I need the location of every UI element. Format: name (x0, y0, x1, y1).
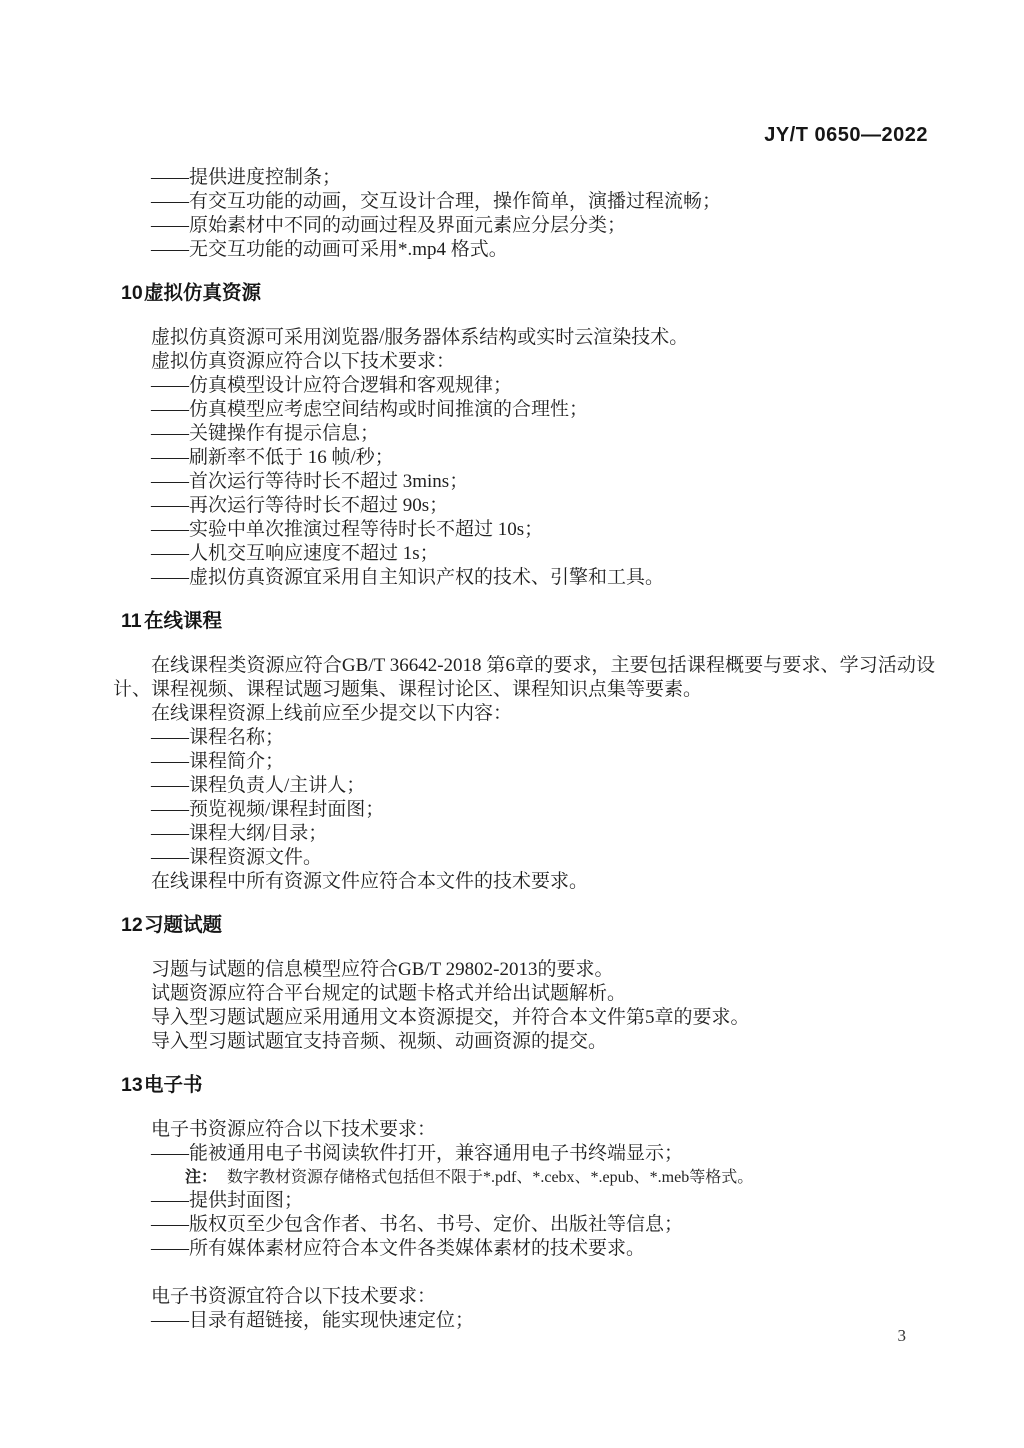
dash-list-item: ——所有媒体素材应符合本文件各类媒体素材的技术要求。 (151, 1238, 646, 1259)
section-heading-13 (113, 1072, 935, 1098)
dash-list-item: ——目录有超链接，能实现快速定位； (151, 1310, 475, 1331)
dash-list-item: ——课程负责人/主讲人； (151, 775, 366, 796)
dash-list-item: ——版权页至少包含作者、书名、书号、定价、出版社等信息； (151, 1214, 684, 1235)
page-number: 3 (897, 1326, 906, 1345)
dash-list-item: ——无交互功能的动画可采用*.mp4 格式。 (151, 239, 508, 260)
paragraph: 在线课程类资源应符合GB/T 36642-2018 第6章的要求，主要包括课程概要与要求、学习活动设计、课程视频、课程试题习题集、课程讨论区、课程知识点集等要素。 (113, 655, 935, 700)
dash-list-item: ——虚拟仿真资源宜采用自主知识产权的技术、引擎和工具。 (151, 567, 665, 588)
dash-list-item: ——有交互功能的动画，交互设计合理，操作简单，演播过程流畅； (151, 191, 722, 212)
section-number: 11 (121, 610, 142, 632)
dash-list-item: ——提供进度控制条； (151, 167, 342, 188)
dash-list-item: ——首次运行等待时长不超过 3mins； (151, 471, 469, 492)
paragraph: 在线课程中所有资源文件应符合本文件的技术要求。 (151, 871, 589, 892)
dash-list-item: ——人机交互响应速度不超过 1s； (151, 543, 439, 564)
paragraph: 导入型习题试题宜支持音频、视频、动画资源的提交。 (151, 1031, 608, 1052)
dash-list-item: ——仿真模型应考虑空间结构或时间推演的合理性； (151, 399, 589, 420)
paragraph: 试题资源应符合平台规定的试题卡格式并给出试题解析。 (151, 983, 627, 1004)
note-label: 注： (185, 1169, 218, 1186)
paragraph: 电子书资源宜符合以下技术要求： (151, 1286, 437, 1307)
section-title: 虚拟仿真资源 (144, 282, 262, 304)
dash-list-item: ——预览视频/课程封面图； (151, 799, 385, 820)
dash-list-item: ——提供封面图； (151, 1190, 304, 1211)
section-heading-11 (113, 608, 935, 634)
dash-list-item: ——再次运行等待时长不超过 90s； (151, 495, 449, 516)
dash-list-item: ——课程名称； (151, 727, 285, 748)
doc-body (113, 166, 935, 1333)
dash-list-item: ——仿真模型设计应符合逻辑和客观规律； (151, 375, 513, 396)
section-number: 12 (121, 914, 143, 936)
dash-list-item: ——刷新率不低于 16 帧/秒； (151, 447, 394, 468)
note-line (113, 1166, 935, 1189)
dash-list-item: ——原始素材中不同的动画过程及界面元素应分层分类； (151, 215, 627, 236)
dash-list-item: ——课程资源文件。 (151, 847, 323, 868)
dash-list-item: ——关键操作有提示信息； (151, 423, 380, 444)
paragraph: 电子书资源应符合以下技术要求： (151, 1119, 437, 1140)
paragraph: 导入型习题试题应采用通用文本资源提交，并符合本文件第5章的要求。 (151, 1007, 750, 1028)
note-text: 数字教材资源存储格式包括但不限于*.pdf、*.cebx、*.epub、*.meb等格式。 (227, 1169, 754, 1186)
section-title: 在线课程 (144, 610, 223, 632)
paragraph: 虚拟仿真资源应符合以下技术要求： (151, 351, 456, 372)
doc-number-header: JY/T 0650—2022 (764, 124, 928, 146)
blank-line (113, 1261, 935, 1285)
paragraph: 虚拟仿真资源可采用浏览器/服务器体系结构或实时云渲染技术。 (151, 327, 689, 348)
section-title: 电子书 (144, 1074, 203, 1096)
paragraph: 在线课程资源上线前应至少提交以下内容： (151, 703, 513, 724)
dash-list-item: ——课程大纲/目录； (151, 823, 328, 844)
section-title: 习题试题 (144, 914, 223, 936)
section-number: 13 (121, 1074, 143, 1096)
dash-list-item: ——能被通用电子书阅读软件打开，兼容通用电子书终端显示； (151, 1143, 684, 1164)
dash-list-item: ——课程简介； (151, 751, 285, 772)
section-heading-12 (113, 912, 935, 938)
section-number: 10 (121, 282, 143, 304)
dash-list-item: ——实验中单次推演过程等待时长不超过 10s； (151, 519, 544, 540)
section-heading-10 (113, 280, 935, 306)
paragraph: 习题与试题的信息模型应符合GB/T 29802-2013的要求。 (151, 959, 614, 980)
